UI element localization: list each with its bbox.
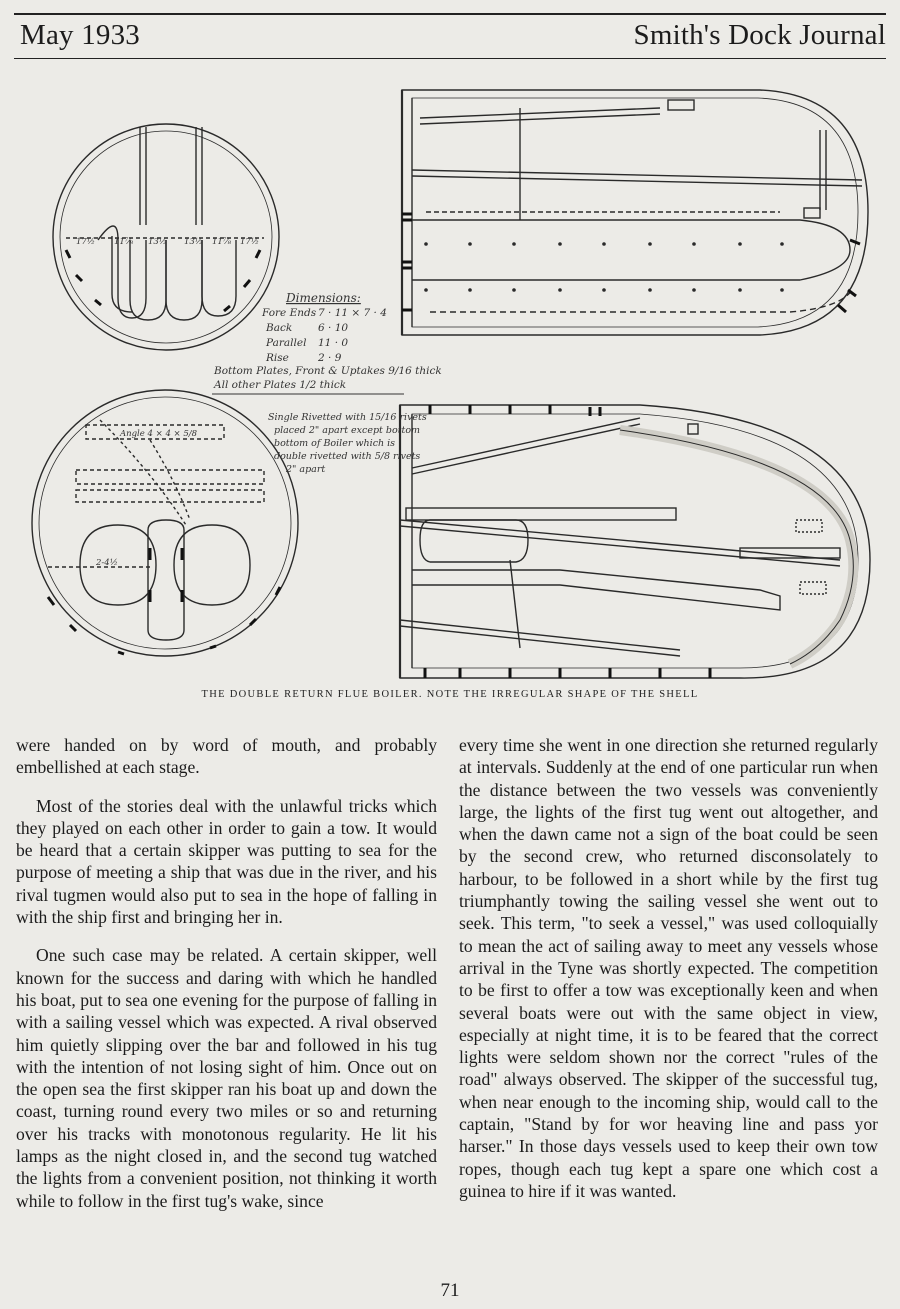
svg-text:13½: 13½ [148, 237, 168, 247]
header-date: May 1933 [20, 19, 141, 51]
figure-caption: THE DOUBLE RETURN FLUE BOILER. NOTE THE IRREGULAR SHAPE OF THE SHELL [201, 689, 699, 700]
sketch-labels [76, 236, 259, 568]
svg-text:11⅞: 11⅞ [212, 237, 232, 247]
svg-text:13½: 13½ [184, 237, 204, 247]
paragraph: One such case may be related. A certain skipper, well known for the success and daring with which he handled his boat, put to sea one evening for the purpose of falling in with a sailing vessel which was expected. A rival observed him quietly slipping over the bar and followed in his tug with the intention of not losing sight of him. Once out on the open sea the first skipper ran his boat up and down the coast, turning round every two miles or so and returning over his tracks with monotonous regularity. He lit his lamps as the night closed in, and the second tug watched the lights from a convenient position, not thinking it worth while to follow in the first tug's wake, since [16, 945, 437, 1211]
boiler-drawing [0, 70, 900, 690]
dimension-label: Parallel [266, 337, 307, 349]
header-journal-title: Smith's Dock Journal [633, 19, 886, 51]
svg-text:2" apart: 2" apart [286, 464, 326, 475]
dimension-value: 7 · 11 × 7 · 4 [318, 307, 387, 319]
riveting-note [268, 412, 427, 475]
svg-text:2-4½: 2-4½ [96, 558, 118, 568]
svg-text:placed 2" apart except bottom: placed 2" apart except bottom [274, 425, 421, 436]
dimension-value: 6 · 10 [318, 322, 349, 334]
dimension-label: Rise [266, 352, 289, 364]
text-column-left [16, 734, 437, 1228]
svg-text:11⅞: 11⅞ [114, 237, 134, 247]
dimension-label: Fore Ends [262, 307, 317, 319]
paragraph: every time she went in one direction she returned regularly at intervals. Suddenly at the end of one particular run when the distance between the two vessels was conveniently large, the lights of the first tug went out altogether, and when the dawn came not a sign of the boat could be seen by the second crew, who returned disconsolately to harbour, to be followed in a short while by the first tug triumphantly towing the sailing vessel she went out to seek. This term, "to seek a vessel," was used colloquially to mean the act of sailing away to meet any vessels whose arrival in the Tyne was shortly expected. The competition to be first to offer a tow was exceptionally keen and when several boats were out with the same object in view, especially at night time, it is to be feared that the correct lights were seldom shown nor the correct "rules of the road" always observed. The skipper of the successful tug, when near enough to the incoming ship, would call to the captain, "Stand by for wor heaving line and pass yor harser." In those days vessels used to keep their own tow ropes, though each tug kept a spare one which cost a guinea to hire if it was wanted. [459, 735, 878, 1201]
plate-note: All other Plates 1/2 thick [214, 379, 347, 391]
dimension-value: 2 · 9 [318, 352, 342, 364]
paragraph: Most of the stories deal with the unlawful tricks which they played on each other in order to gain a tow. It would be heard that a certain skipper was putting to sea for the purpose of meeting a ship that was due in the river, and his rival tugmen would also put to sea in the hope of falling in with the ship first and bringing her in. [16, 795, 437, 928]
text-column-right [459, 734, 878, 1218]
svg-text:17½: 17½ [76, 237, 96, 247]
header-top-rule [14, 13, 886, 15]
svg-text:bottom of Boiler which is: bottom of Boiler which is [274, 438, 396, 449]
page-number: 71 [440, 1280, 460, 1301]
paragraph: were handed on by word of mouth, and probably embellished at each stage. [16, 735, 437, 778]
header-bottom-rule [14, 58, 886, 59]
angle-label: Angle 4 × 4 × 5/8 [120, 429, 198, 439]
dimension-label: Back [266, 322, 293, 334]
svg-text:Single Rivetted with 15/16 riv: Single Rivetted with 15/16 rivets [268, 412, 427, 423]
plate-note: Bottom Plates, Front & Uptakes 9/16 thick [214, 365, 442, 377]
svg-text:17½: 17½ [240, 237, 260, 247]
dimensions-title: Dimensions: [286, 291, 361, 305]
dimension-value: 11 · 0 [318, 337, 349, 349]
svg-text:double rivetted with 5/8 rivet: double rivetted with 5/8 rivets [274, 451, 421, 462]
